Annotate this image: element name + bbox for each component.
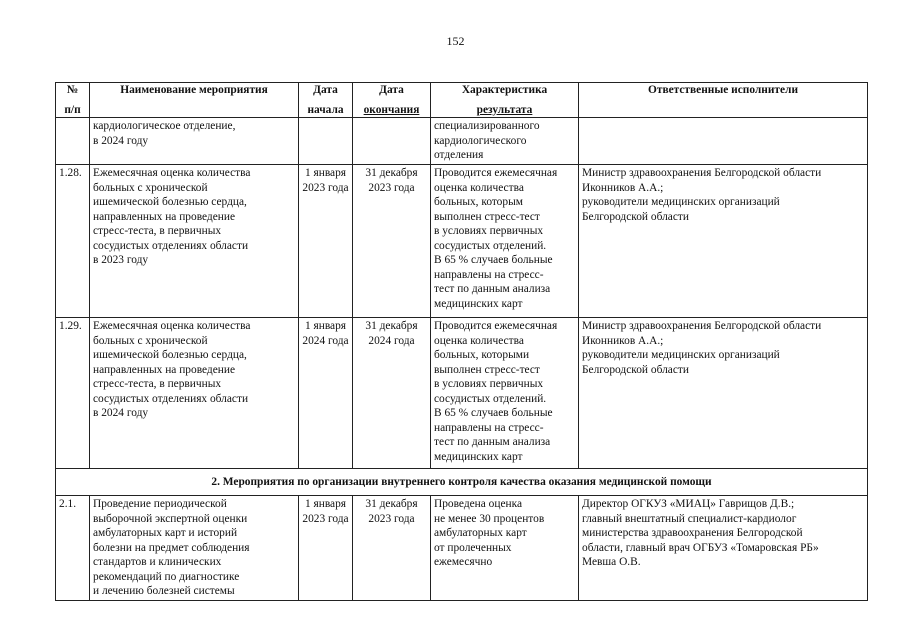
cell-name: Ежемесячная оценка количества больных с хронической ишемической болезнью сердца, направленных на проведение стресс-теста, в первичных сосудистых отделениях области в 2024 году [90, 318, 299, 469]
cell-start: 1 января 2024 года [299, 318, 353, 469]
cell-end [353, 118, 431, 165]
cell-result: Проведена оценка не менее 30 процентов амбулаторных карт от пролеченных ежемесячно [431, 496, 579, 601]
table-row [56, 118, 868, 165]
header-num: № п/п [56, 83, 90, 118]
cell-responsible [579, 118, 868, 165]
cell-start [299, 118, 353, 165]
cell-start: 1 января 2023 года [299, 496, 353, 601]
cell-num: 1.29. [56, 318, 90, 469]
section-row [56, 469, 868, 496]
header-name: Наименование мероприятия [90, 83, 299, 118]
cell-name: кардиологическое отделение, в 2024 году [90, 118, 299, 165]
table-header-row [56, 83, 868, 118]
cell-start: 1 января 2023 года [299, 165, 353, 318]
cell-end: 31 декабря 2024 года [353, 318, 431, 469]
cell-responsible: Министр здравоохранения Белгородской области Иконников А.А.; руководители медицинских организаций Белгородской области [579, 165, 868, 318]
cell-responsible: Министр здравоохранения Белгородской области Иконников А.А.; руководители медицинских организаций Белгородской области [579, 318, 868, 469]
table-row [56, 318, 868, 469]
cell-result: специализированного кардиологического отделения [431, 118, 579, 165]
header-start: Дата начала [299, 83, 353, 118]
table-row [56, 496, 868, 601]
cell-result: Проводится ежемесячная оценка количества больных, которыми выполнен стресс-тест в условиях первичных сосудистых отделений. В 65 % случаев больные направлены на стресс- тест по данным анализа медицинских карт [431, 318, 579, 469]
header-result: Характеристика результата [431, 83, 579, 118]
cell-responsible: Директор ОГКУЗ «МИАЦ» Гаврищов Д.В.; главный внештатный специалист-кардиолог министерства здравоохранения Белгородской области, главный врач ОГБУЗ «Томаровская РБ» Мевша О.В. [579, 496, 868, 601]
cell-num: 2.1. [56, 496, 90, 601]
table-row [56, 165, 868, 318]
header-end: Дата окончания [353, 83, 431, 118]
cell-num: 1.28. [56, 165, 90, 318]
cell-end: 31 декабря 2023 года [353, 165, 431, 318]
cell-name: Проведение периодической выборочной экспертной оценки амбулаторных карт и историй болезни на предмет соблюдения стандартов и клинических рекомендаций по диагностике и лечению болезней системы [90, 496, 299, 601]
header-responsible: Ответственные исполнители [579, 83, 868, 118]
cell-result: Проводится ежемесячная оценка количества больных, которым выполнен стресс-тест в условиях первичных сосудистых отделений. В 65 % случаев больные направлены на стресс- тест по данным анализа медицинских карт [431, 165, 579, 318]
cell-end: 31 декабря 2023 года [353, 496, 431, 601]
page-number: 152 [446, 34, 465, 48]
measures-table [55, 82, 868, 601]
cell-num [56, 118, 90, 165]
cell-name: Ежемесячная оценка количества больных с хронической ишемической болезнью сердца, направленных на проведение стресс-теста, в первичных сосудистых отделениях области в 2023 году [90, 165, 299, 318]
section-title: 2. Мероприятия по организации внутреннего контроля качества оказания медицинской помощи [56, 469, 868, 496]
